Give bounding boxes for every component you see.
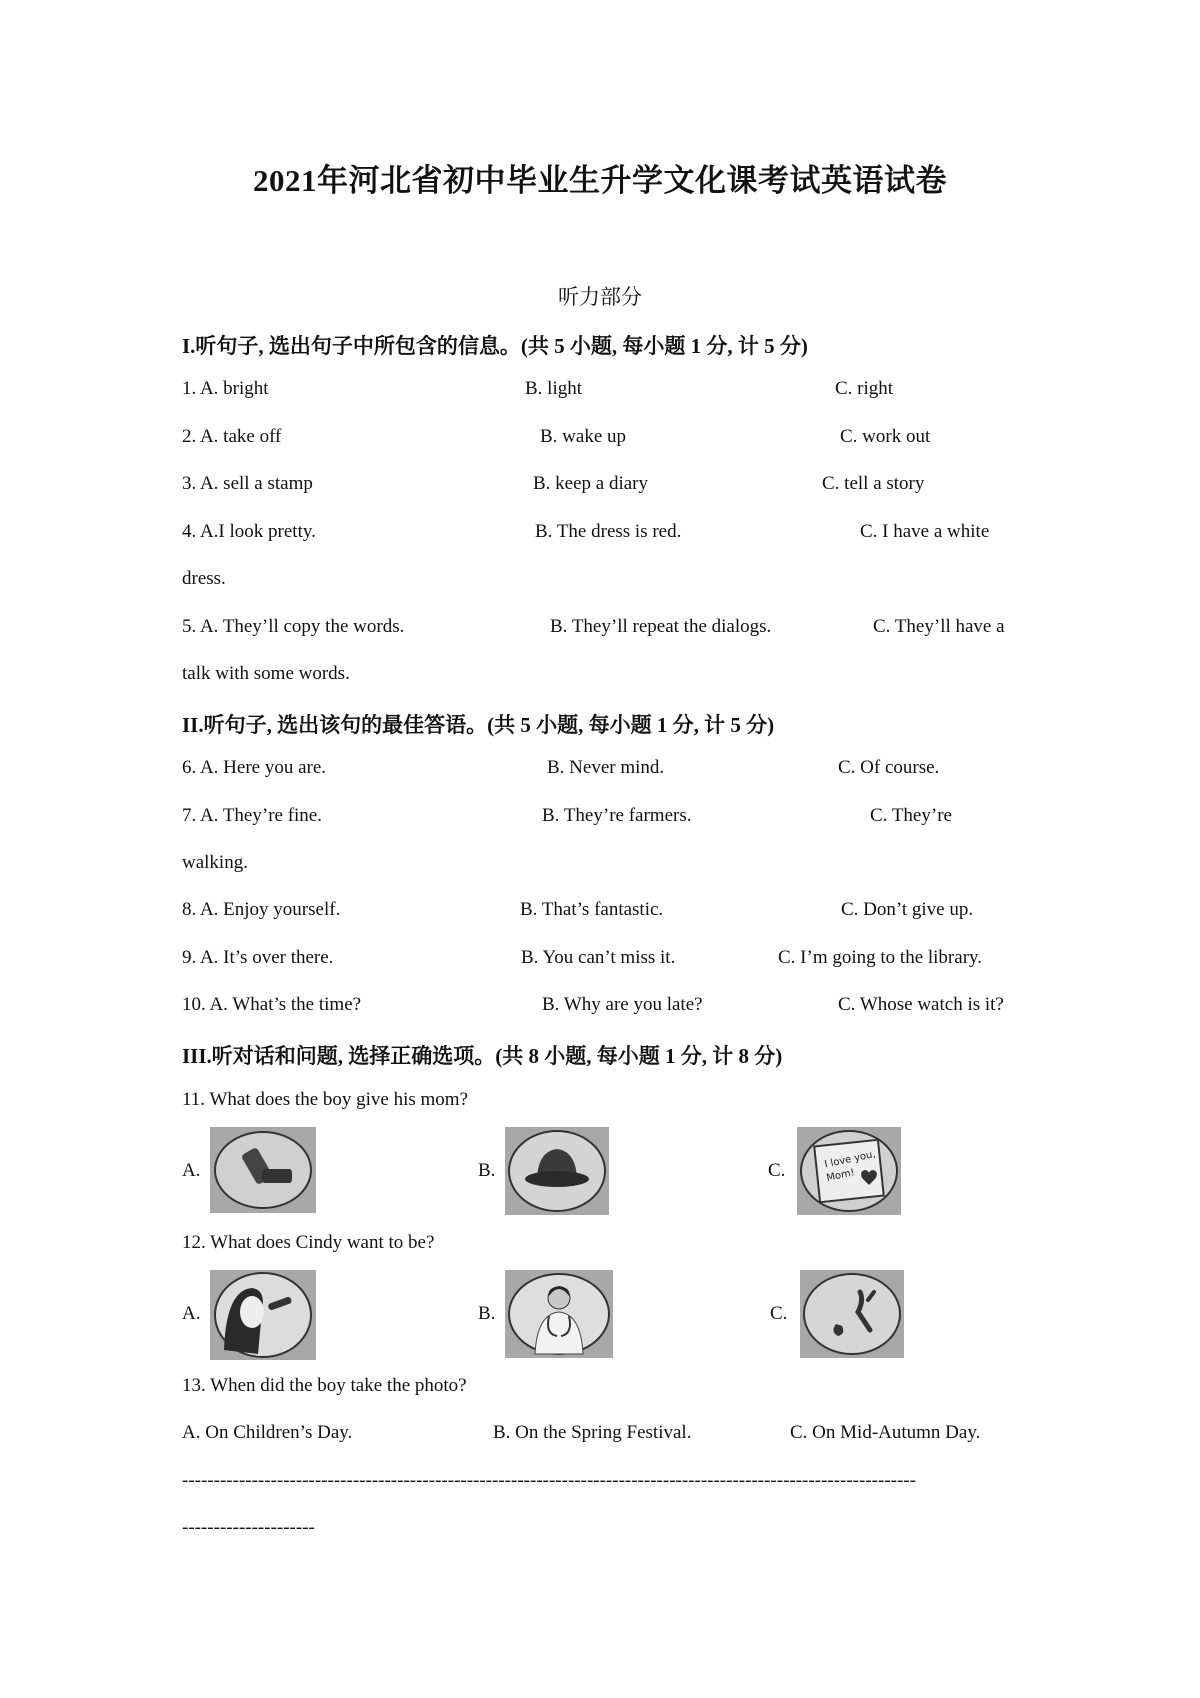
- q4-option-b: B. The dress is red.: [535, 521, 682, 542]
- q10-option-b: B. Why are you late?: [542, 994, 703, 1015]
- q5-option-a: 5. A. They’ll copy the words.: [182, 616, 405, 637]
- card-icon: [797, 1127, 901, 1215]
- card-text-line-1: I love you,: [823, 1148, 877, 1171]
- q7-option-c-continued: walking.: [182, 852, 248, 873]
- q12-label-c: C.: [770, 1303, 788, 1324]
- q3-option-a: 3. A. sell a stamp: [182, 473, 313, 494]
- q1-option-c: C. right: [835, 378, 894, 399]
- section-3-heading: III.听对话和问题, 选择正确选项。(共 8 小题, 每小题 1 分, 计 8 分): [182, 1044, 783, 1068]
- q11-label-a: A.: [182, 1160, 201, 1181]
- separator-line-1: --------------------------------------------------------------------------------------------------------------------: [182, 1470, 916, 1491]
- q13-option-a: A. On Children’s Day.: [182, 1422, 353, 1443]
- hairdryer-icon: [210, 1127, 316, 1213]
- dancer-icon: [800, 1270, 904, 1358]
- q1-option-a: 1. A. bright: [182, 378, 269, 399]
- q13-option-c: C. On Mid-Autumn Day.: [790, 1422, 981, 1443]
- q12-label-b: B.: [478, 1303, 496, 1324]
- q8-option-b: B. That’s fantastic.: [520, 899, 664, 920]
- q2-option-b: B. wake up: [540, 426, 627, 447]
- q12-stem: 12. What does Cindy want to be?: [182, 1232, 435, 1253]
- q7-option-a: 7. A. They’re fine.: [182, 805, 322, 826]
- q6-option-b: B. Never mind.: [547, 757, 665, 778]
- q6-option-a: 6. A. Here you are.: [182, 757, 327, 778]
- q9-option-c: C. I’m going to the library.: [778, 947, 983, 968]
- q2-option-c: C. work out: [840, 426, 931, 447]
- q5-option-c-continued: talk with some words.: [182, 663, 350, 684]
- q13-stem: 13. When did the boy take the photo?: [182, 1375, 467, 1396]
- q9-option-b: B. You can’t miss it.: [521, 947, 676, 968]
- q11-stem: 11. What does the boy give his mom?: [182, 1089, 469, 1110]
- q7-option-b: B. They’re farmers.: [542, 805, 692, 826]
- q11-label-c: C.: [768, 1160, 786, 1181]
- q2-option-a: 2. A. take off: [182, 426, 282, 447]
- singer-icon: [210, 1270, 316, 1360]
- q7-option-c: C. They’re: [870, 805, 952, 826]
- doctor-icon: [505, 1270, 613, 1358]
- q10-option-c: C. Whose watch is it?: [838, 994, 1004, 1015]
- q8-option-c: C. Don’t give up.: [841, 899, 974, 920]
- q10-option-a: 10. A. What’s the time?: [182, 994, 362, 1015]
- q5-option-c: C. They’ll have a: [873, 616, 1005, 637]
- q9-option-a: 9. A. It’s over there.: [182, 947, 334, 968]
- q12-label-a: A.: [182, 1303, 201, 1324]
- q5-option-b: B. They’ll repeat the dialogs.: [550, 616, 772, 637]
- card-text-line-2: Mom!: [825, 1167, 856, 1185]
- section-2-heading: II.听句子, 选出该句的最佳答语。(共 5 小题, 每小题 1 分, 计 5 分): [182, 713, 775, 737]
- q3-option-c: C. tell a story: [822, 473, 925, 494]
- page-title: 2021年河北省初中毕业生升学文化课考试英语试卷: [253, 163, 947, 198]
- q3-option-b: B. keep a diary: [533, 473, 649, 494]
- q1-option-b: B. light: [525, 378, 583, 399]
- hat-icon: [505, 1127, 609, 1215]
- q13-option-b: B. On the Spring Festival.: [493, 1422, 692, 1443]
- section-1-heading: I.听句子, 选出句子中所包含的信息。(共 5 小题, 每小题 1 分, 计 5 分): [182, 334, 808, 358]
- separator-line-2: ---------------------: [182, 1517, 315, 1538]
- q4-option-a: 4. A.I look pretty.: [182, 521, 316, 542]
- q11-label-b: B.: [478, 1160, 496, 1181]
- q4-option-c-continued: dress.: [182, 568, 226, 589]
- q6-option-c: C. Of course.: [838, 757, 940, 778]
- part-heading: 听力部分: [558, 285, 642, 309]
- q8-option-a: 8. A. Enjoy yourself.: [182, 899, 341, 920]
- q4-option-c: C. I have a white: [860, 521, 990, 542]
